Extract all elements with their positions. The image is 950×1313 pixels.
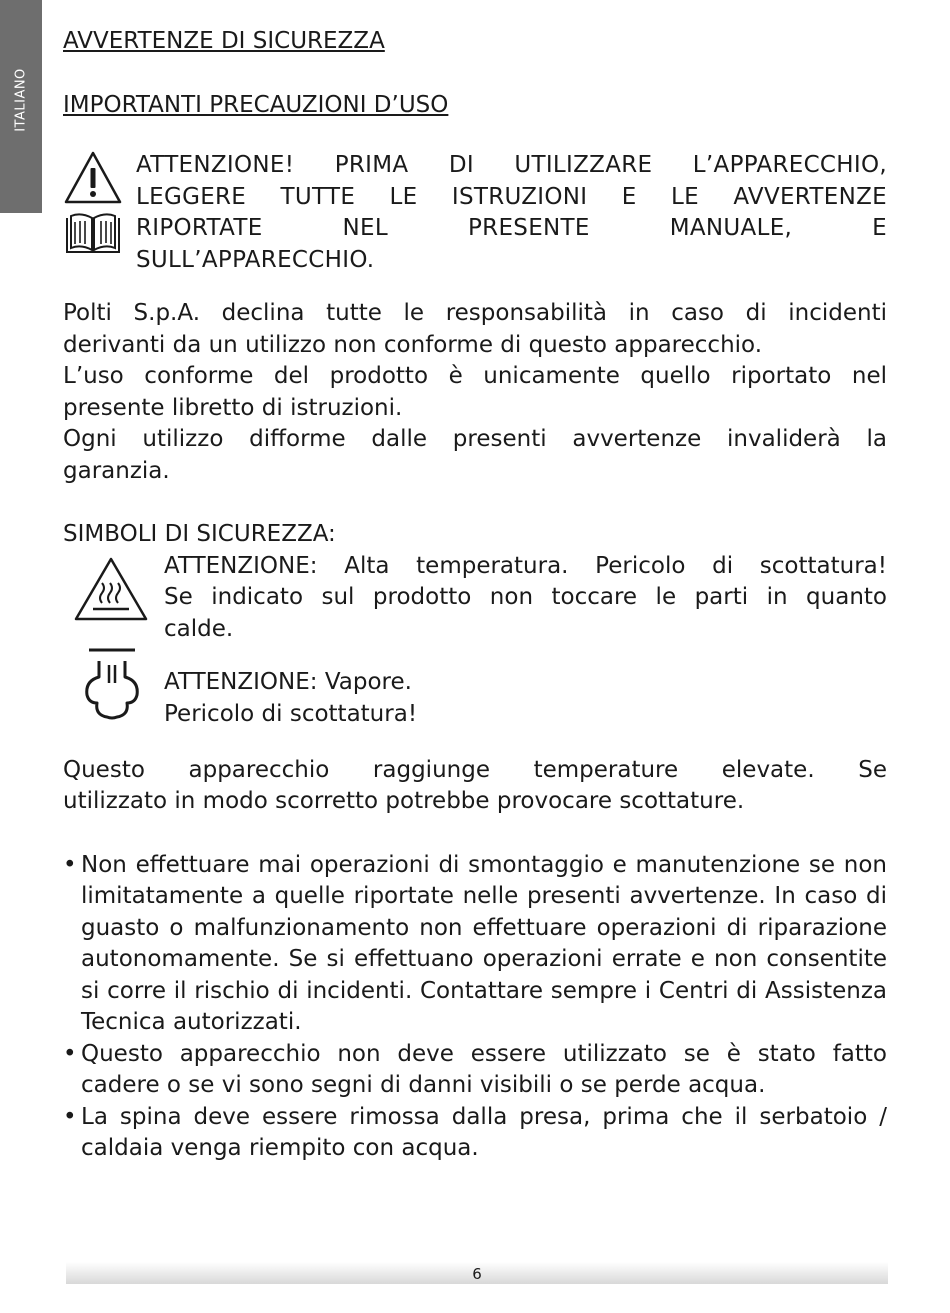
list-item: • Questo apparecchio non deve essere utilizzato se è stato fatto cadere o se vi sono segni di danni visibili o se perde acqua. [63,1039,887,1102]
warning-line: SULL’APPARECCHIO. [136,246,375,273]
warning-line: ATTENZIONE! PRIMA DI UTILIZZARE L’APPARECCHIO, [136,152,887,178]
page-content [63,24,887,1188]
warning-icons [63,150,136,276]
symbol-line: calde. [164,615,234,642]
paragraph-line: derivanti da un utilizzo non conforme di questo apparecchio. [63,331,763,358]
hot-surface-icon-wrap [63,551,164,633]
steam-symbol-row [63,667,887,733]
paragraph-line: Ogni utilizzo difforme dalle presenti avvertenze invaliderà la [63,426,887,452]
page-footer [66,1262,888,1284]
liability-paragraph [63,298,887,487]
warning-text [136,150,887,276]
steam-text [164,667,887,730]
page-number: 6 [472,1265,482,1283]
section-subtitle: IMPORTANTI PRECAUZIONI D’USO [63,92,449,118]
paragraph-line: garanzia. [63,457,170,484]
safety-symbols-title: SIMBOLI DI SICUREZZA: [63,521,336,547]
paragraph-line: presente libretto di istruzioni. [63,394,403,421]
warning-line: LEGGERE TUTTE LE ISTRUZIONI E LE AVVERTENZE [136,183,887,210]
temperature-paragraph [63,755,887,818]
symbol-line: ATTENZIONE: Alta temperatura. Pericolo di scottatura! [164,552,887,579]
list-item: • La spina deve essere rimossa dalla presa, prima che il serbatoio / caldaia venga riempito con acqua. [63,1102,887,1165]
warning-triangle-icon [63,150,123,206]
page-title: AVVERTENZE DI SICUREZZA [63,28,385,54]
steam-icon-wrap [63,667,164,733]
paragraph-line: utilizzato in modo scorretto potrebbe provocare scottature. [63,788,745,814]
list-item: • Non effettuare mai operazioni di smontaggio e manutenzione se non limitatamente a quelle riportate nelle presenti avvertenze. In caso di guasto o malfunzionamento non effettuare operazioni di riparazione autonomamente. Se si effettuano operazioni errate e non consentite si corre il rischio di incidenti. Contattare sempre i Centri di Assistenza Tecnica autorizzati. [63,850,887,1039]
symbol-line: Se indicato sul prodotto non toccare le parti in quanto [164,584,887,610]
warning-line: RIPORTATE NEL PRESENTE MANUALE, E [136,215,887,241]
safety-bullet-list [63,850,887,1165]
language-label: ITALIANO [13,68,29,132]
hot-surface-icon [73,555,149,623]
steam-icon [81,647,143,723]
hot-surface-symbol-row [63,551,887,646]
paragraph-line: Questo apparecchio raggiunge temperature elevate. Se [63,756,887,783]
symbol-line: Pericolo di scottatura! [164,700,418,727]
manual-book-icon [63,212,123,256]
symbol-line: ATTENZIONE: Vapore. [164,669,412,695]
paragraph-line: Polti S.p.A. declina tutte le responsabilità in caso di incidenti [63,300,887,326]
hot-surface-text [164,551,887,646]
read-manual-warning [63,150,887,276]
language-side-tab [0,0,42,213]
paragraph-line: L’uso conforme del prodotto è unicamente quello riportato nel [63,363,887,389]
